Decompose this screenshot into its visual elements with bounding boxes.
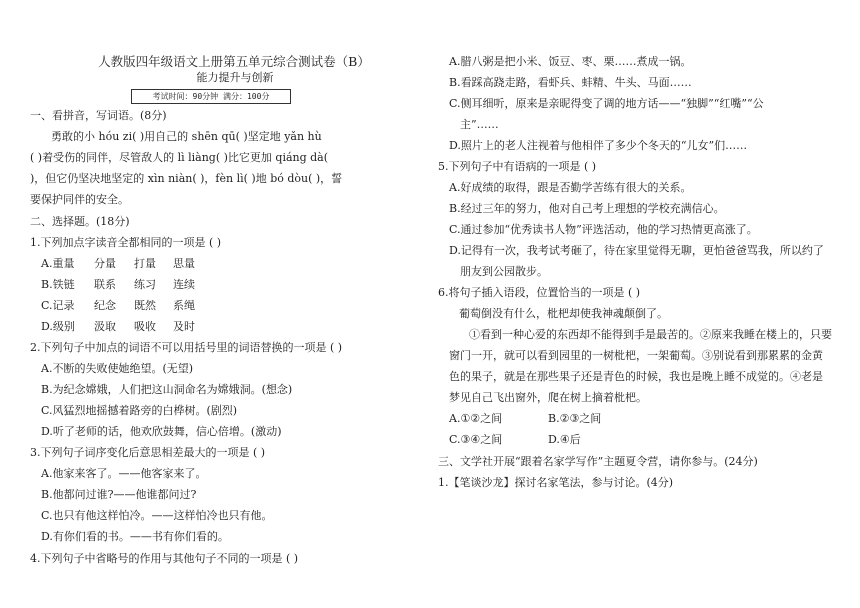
option-word: 既然 — [134, 299, 156, 312]
option-word: 系绳 — [173, 299, 195, 312]
option-choice: D.④后 — [548, 433, 581, 446]
pinyin-line: 要保护同伴的安全。 — [30, 193, 129, 206]
question-stem: 5.下列句子中有语病的一项是 ( ) — [438, 160, 597, 173]
section2-heading: 二、选择题。(18分) — [30, 215, 130, 228]
question-stem: 1.下列加点字读音全都相同的一项是 ( ) — [30, 236, 222, 249]
option-word: 及时 — [173, 320, 195, 333]
option-word: 吸收 — [134, 320, 156, 333]
question-stem: 3.下列句子词序变化后意思相差最大的一项是 ( ) — [30, 446, 266, 459]
paragraph-line: 梦见自己飞出窗外，爬在树上摘着枇杷。 — [449, 391, 647, 404]
question-stem: 1.【笔谈沙龙】探讨名家笔法，参与讨论。(4分) — [438, 476, 674, 489]
option-line: A.好成绩的取得，跟是否勤学苦练有很大的关系。 — [449, 181, 692, 194]
option-line: C.也只有他这样怕冷。——这样怕冷也只有他。 — [41, 509, 273, 522]
insert-sentence: 葡萄倒没有什么，枇杷却使我神魂颠倒了。 — [459, 307, 668, 320]
question-stem: 6.将句子插入语段，位置恰当的一项是 ( ) — [438, 286, 641, 299]
paragraph-line: 色的果子，就是在那些果子还是青色的时候，我也是晚上睡不成觉的。④老是 — [449, 370, 823, 383]
exam-info-box: 考试时间：90分钟 满分：100分 — [131, 89, 291, 104]
option-line: C.侧耳细听，原来是亲昵得变了调的地方话——“独脚”“红嘴”“公 — [449, 97, 764, 110]
question-stem: 4.下列句子中省略号的作用与其他句子不同的一项是 ( ) — [30, 552, 299, 565]
option-choice: B.②③之间 — [548, 412, 602, 425]
option-word: 分量 — [94, 257, 116, 270]
option-word: 打量 — [134, 257, 156, 270]
option-choice: A.①②之间 — [449, 412, 503, 425]
option-line: B.他都问过谁?——他谁都问过? — [41, 488, 197, 501]
option-word: 练习 — [134, 278, 156, 291]
option-word: 思量 — [173, 257, 195, 270]
page-title: 人教版四年级语文上册第五单元综合测试卷（B） — [98, 54, 370, 69]
option-line: C.通过参加“优秀读书人物”评选活动，他的学习热情更高涨了。 — [449, 223, 758, 236]
page-subtitle: 能力提升与创新 — [196, 71, 274, 84]
option-word: A.重量 — [41, 257, 75, 270]
question-stem: 2.下列句子中加点的词语不可以用括号里的词语替换的一项是 ( ) — [30, 341, 343, 354]
option-line: C.风猛烈地摇撼着路旁的白桦树。(剧烈) — [41, 404, 238, 417]
option-line: D.照片上的老人注视着与他相伴了多少个冬天的“儿女”们…… — [449, 139, 748, 152]
pinyin-line: ( )着受伤的同伴，尽管敌人的 lì liàng( )比它更加 qiáng dà( — [30, 151, 329, 164]
pinyin-line: 勇敢的小 hóu zi( )用自己的 shēn qū( )坚定地 yǎn hù — [51, 130, 322, 143]
option-line: B.为纪念嫦娥，人们把这山洞命名为嫦娥洞。(想念) — [41, 383, 293, 396]
section3-heading: 三、文学社开展“跟着名家学写作”主题夏令营，请你参与。(24分) — [438, 455, 758, 468]
option-line: D.听了老师的话，他欢欣鼓舞，信心倍增。(激动) — [41, 425, 282, 438]
option-line: A.腊八粥是把小米、饭豆、枣、栗……煮成一锅。 — [449, 55, 692, 68]
option-word: B.铁链 — [41, 278, 75, 291]
option-choice: C.③④之间 — [449, 433, 503, 446]
pinyin-line: )，但它仍坚决地坚定的 xìn niàn( )，fèn lì( )地 bó dòu( )，誓 — [30, 172, 343, 185]
option-line: 朋友到公园散步。 — [460, 265, 548, 278]
option-word: 联系 — [94, 278, 116, 291]
option-word: D.级别 — [41, 320, 75, 333]
option-line: B.经过三年的努力，他对自己考上理想的学校充满信心。 — [449, 202, 725, 215]
option-word: 纪念 — [94, 299, 116, 312]
option-word: 汲取 — [94, 320, 116, 333]
option-line: A.他家来客了。——他客家来了。 — [41, 467, 207, 480]
option-line: 主”…… — [460, 118, 499, 131]
option-word: 连续 — [173, 278, 195, 291]
option-word: C.记录 — [41, 299, 75, 312]
section1-heading: 一、看拼音，写词语。(8分) — [30, 109, 167, 122]
option-line: A.不断的失败使她绝望。(无望) — [41, 362, 194, 375]
option-line: D.记得有一次，我考试考砸了，待在家里觉得无聊，更怕爸爸骂我，所以约了 — [449, 244, 824, 257]
paragraph-line: ①看到一种心爱的东西却不能得到手是最苦的。②原来我睡在楼上的，只要 — [469, 328, 832, 341]
option-line: B.看踩高跷走路，看虾兵、蚌精、牛头、马面…… — [449, 76, 692, 89]
option-line: D.有你们看的书。——书有你们看的。 — [41, 530, 229, 543]
paragraph-line: 窗门一开，就可以看到园里的一树枇杷，一架葡萄。③别说看到那累累的金黄 — [449, 349, 823, 362]
